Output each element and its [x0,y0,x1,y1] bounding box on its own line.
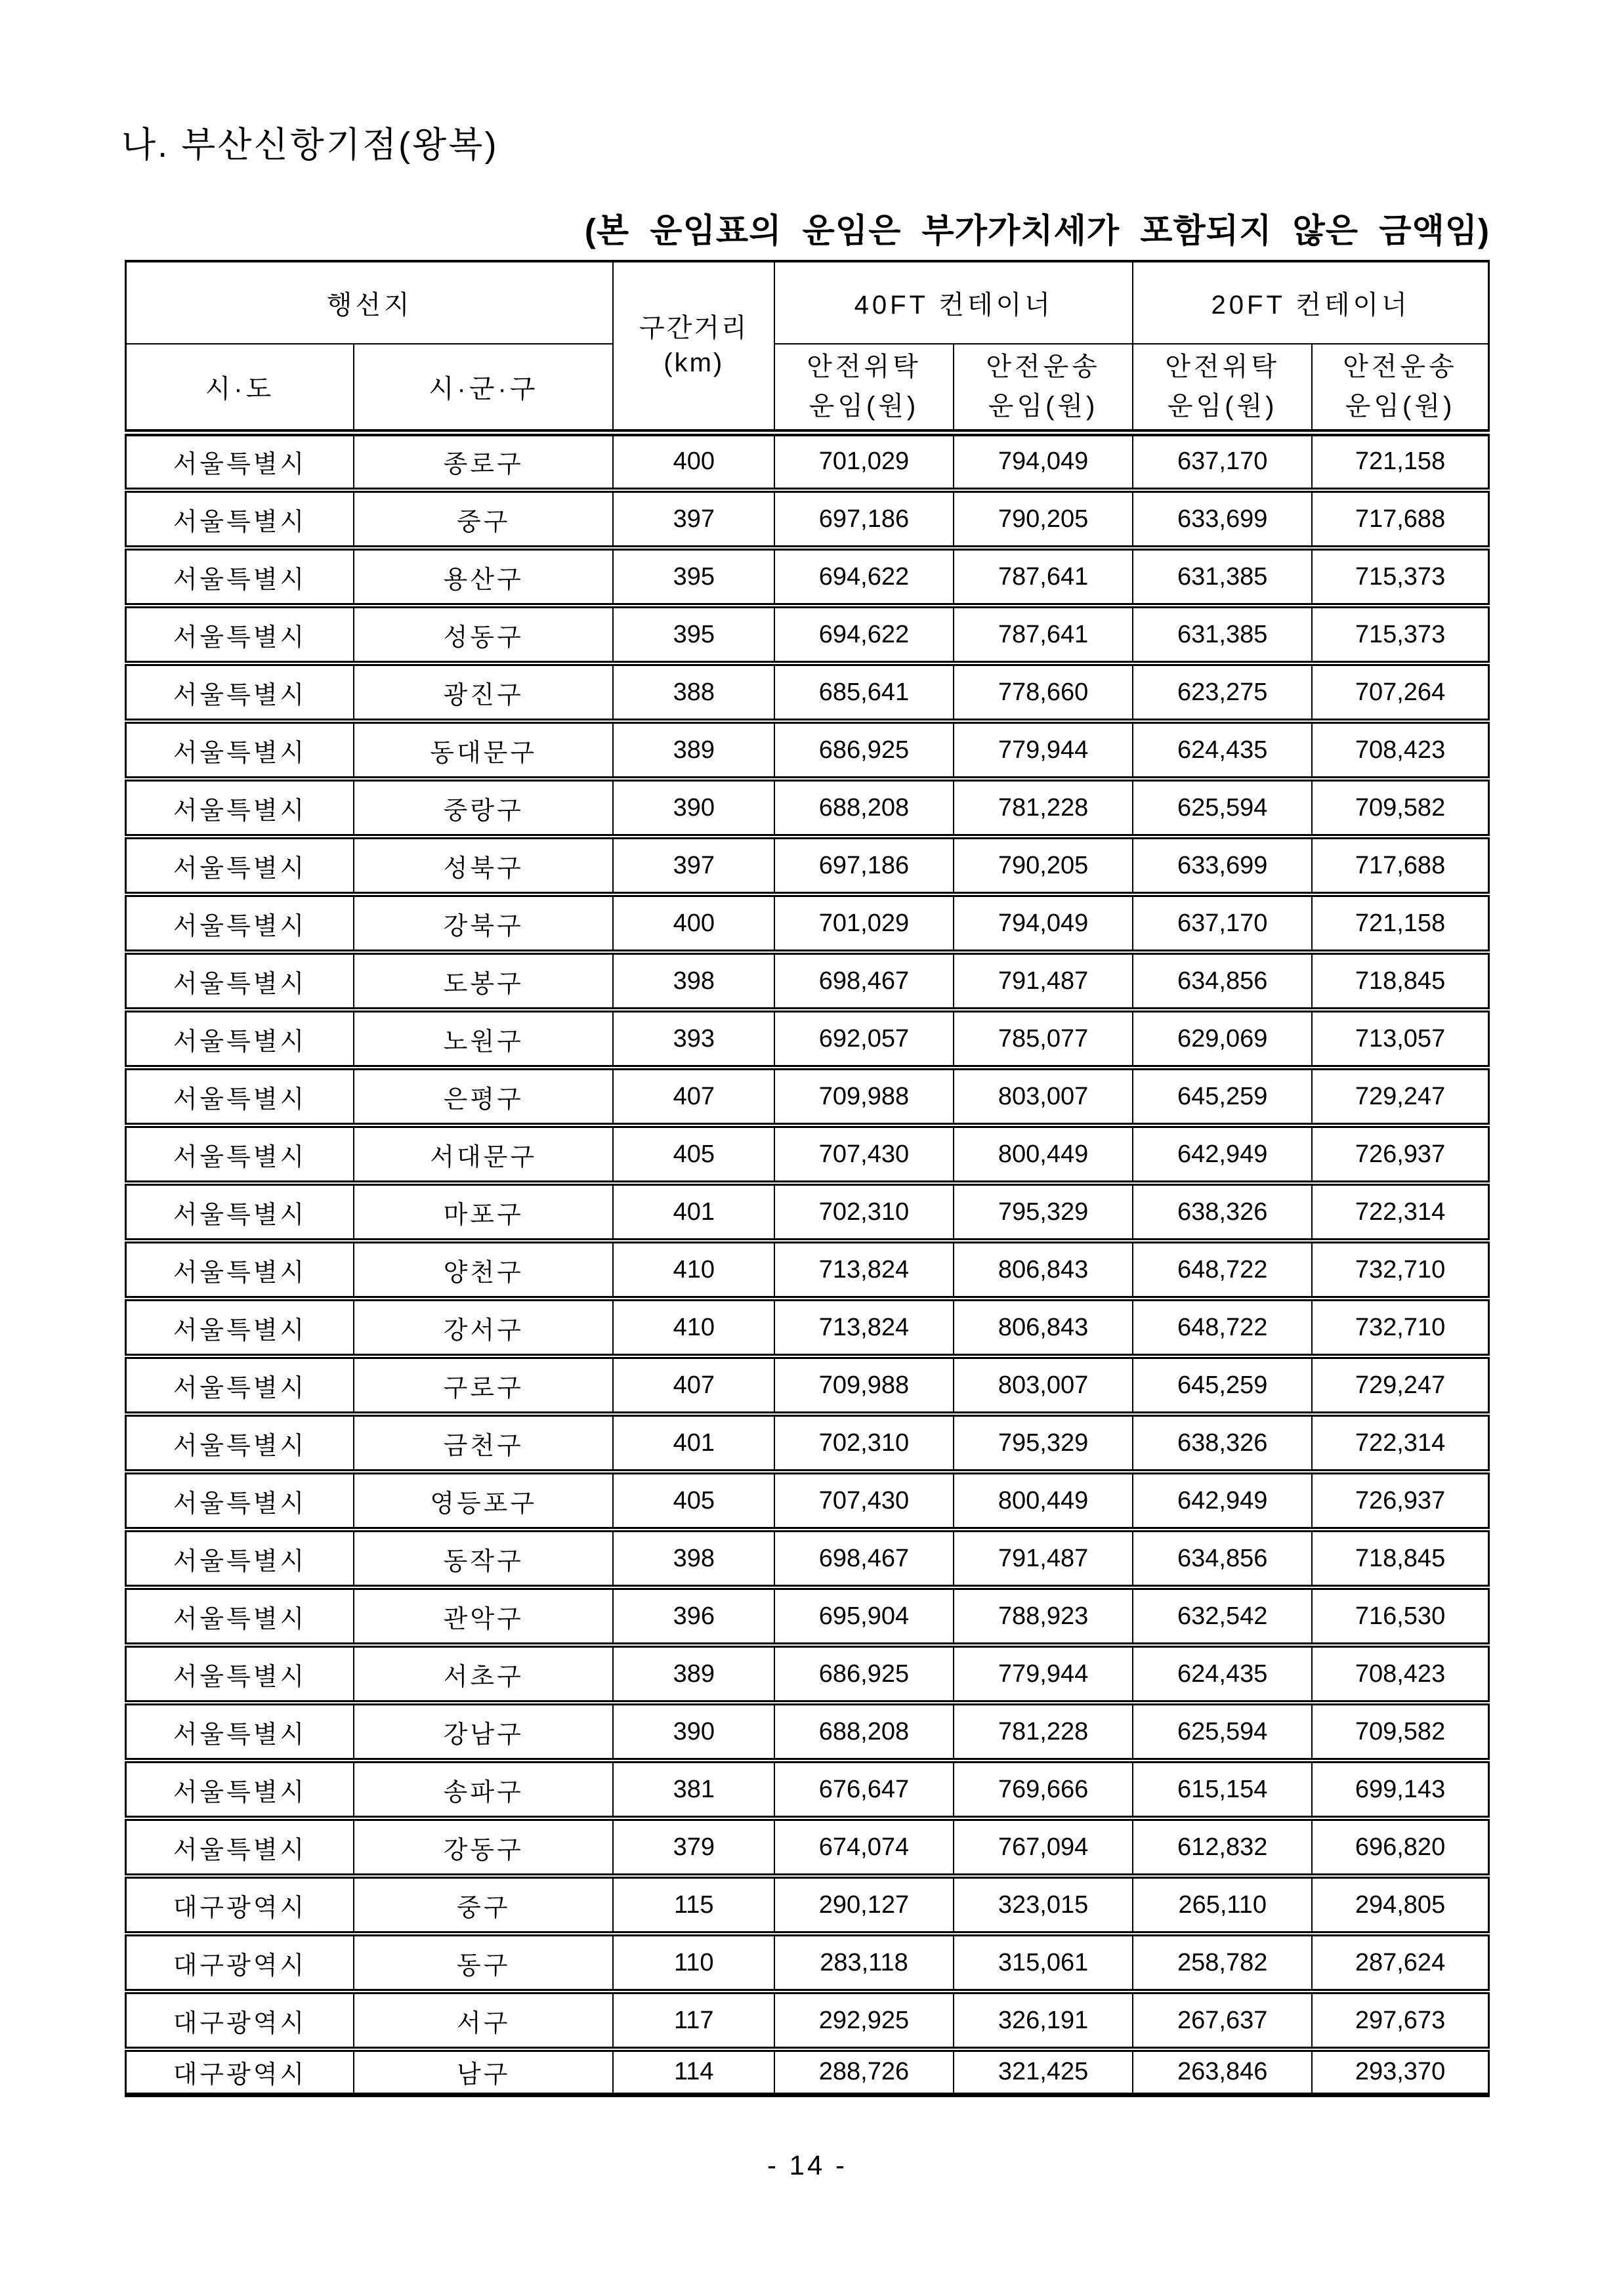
cell-sigungu: 송파구 [354,1761,613,1818]
cell-distance: 397 [613,837,774,894]
cell-sigungu: 중랑구 [354,779,613,837]
fare-table-body [126,432,1489,2095]
cell-20ft-transport-fare: 726,937 [1312,1472,1488,1530]
cell-distance: 410 [613,1241,774,1299]
cell-20ft-transport-fare: 732,710 [1312,1241,1488,1299]
table-row [126,663,1489,721]
cell-sido: 서울특별시 [126,490,354,548]
cell-distance: 379 [613,1818,774,1876]
cell-distance: 389 [613,721,774,779]
cell-20ft-consign-fare: 624,435 [1133,721,1312,779]
cell-40ft-consign-fare: 709,988 [774,1068,954,1125]
cell-20ft-consign-fare: 648,722 [1133,1299,1312,1356]
cell-20ft-consign-fare: 633,699 [1133,490,1312,548]
table-row [126,1587,1489,1645]
cell-40ft-consign-fare: 698,467 [774,1530,954,1587]
cell-40ft-transport-fare: 800,449 [954,1472,1133,1530]
cell-20ft-consign-fare: 645,259 [1133,1356,1312,1414]
header-20ft-consign-line1: 안전위탁 [1165,352,1280,382]
cell-20ft-consign-fare: 637,170 [1133,432,1312,490]
cell-40ft-consign-fare: 674,074 [774,1818,954,1876]
cell-distance: 388 [613,663,774,721]
cell-40ft-transport-fare: 794,049 [954,894,1133,952]
header-row-groups [126,261,1489,344]
cell-distance: 407 [613,1068,774,1125]
cell-sido: 서울특별시 [126,1587,354,1645]
cell-sido: 서울특별시 [126,779,354,837]
cell-20ft-transport-fare: 726,937 [1312,1125,1488,1183]
cell-40ft-consign-fare: 694,622 [774,548,954,606]
cell-40ft-consign-fare: 688,208 [774,1703,954,1761]
cell-sigungu: 관악구 [354,1587,613,1645]
cell-sido: 서울특별시 [126,1818,354,1876]
cell-sido: 서울특별시 [126,1241,354,1299]
cell-40ft-transport-fare: 791,487 [954,952,1133,1010]
cell-20ft-transport-fare: 297,673 [1312,1992,1488,2049]
cell-distance: 390 [613,779,774,837]
cell-20ft-transport-fare: 709,582 [1312,1703,1488,1761]
table-row [126,1761,1489,1818]
cell-40ft-transport-fare: 779,944 [954,721,1133,779]
cell-20ft-consign-fare: 612,832 [1133,1818,1312,1876]
cell-40ft-consign-fare: 283,118 [774,1934,954,1992]
cell-sigungu: 종로구 [354,432,613,490]
cell-40ft-transport-fare: 791,487 [954,1530,1133,1587]
cell-sigungu: 영등포구 [354,1472,613,1530]
cell-40ft-transport-fare: 321,425 [954,2049,1133,2095]
cell-sigungu: 서초구 [354,1645,613,1703]
header-sido: 시·도 [126,344,354,432]
cell-sigungu: 동대문구 [354,721,613,779]
cell-20ft-consign-fare: 623,275 [1133,663,1312,721]
header-20ft-transport-fare [1312,344,1488,432]
cell-distance: 395 [613,548,774,606]
table-row [126,1818,1489,1876]
cell-40ft-transport-fare: 795,329 [954,1414,1133,1472]
header-destination: 행선지 [126,261,614,344]
table-row [126,1125,1489,1183]
header-20ft-consign-line2: 운임(원) [1167,392,1278,421]
table-row [126,1934,1489,1992]
table-row [126,1299,1489,1356]
cell-20ft-consign-fare: 642,949 [1133,1125,1312,1183]
cell-sido: 서울특별시 [126,548,354,606]
cell-sigungu: 동구 [354,1934,613,1992]
fare-table [125,260,1490,2097]
cell-20ft-transport-fare: 718,845 [1312,1530,1488,1587]
table-row [126,2049,1489,2095]
header-distance-line2: (km) [663,348,725,377]
cell-40ft-transport-fare: 803,007 [954,1356,1133,1414]
cell-sigungu: 성북구 [354,837,613,894]
cell-distance: 390 [613,1703,774,1761]
cell-20ft-transport-fare: 716,530 [1312,1587,1488,1645]
cell-sido: 서울특별시 [126,1530,354,1587]
cell-distance: 405 [613,1472,774,1530]
cell-40ft-consign-fare: 697,186 [774,490,954,548]
cell-sido: 서울특별시 [126,432,354,490]
cell-20ft-consign-fare: 634,856 [1133,952,1312,1010]
cell-40ft-consign-fare: 697,186 [774,837,954,894]
cell-40ft-transport-fare: 787,641 [954,548,1133,606]
cell-distance: 398 [613,952,774,1010]
table-row [126,1876,1489,1934]
cell-20ft-consign-fare: 629,069 [1133,1010,1312,1068]
cell-sido: 대구광역시 [126,1876,354,1934]
cell-distance: 401 [613,1414,774,1472]
cell-40ft-consign-fare: 702,310 [774,1414,954,1472]
cell-sigungu: 강남구 [354,1703,613,1761]
cell-20ft-consign-fare: 631,385 [1133,548,1312,606]
cell-40ft-consign-fare: 288,726 [774,2049,954,2095]
cell-20ft-transport-fare: 729,247 [1312,1068,1488,1125]
cell-20ft-transport-fare: 707,264 [1312,663,1488,721]
cell-sido: 서울특별시 [126,1183,354,1241]
fare-table-header [126,261,1489,432]
cell-sido: 대구광역시 [126,1934,354,1992]
cell-40ft-transport-fare: 800,449 [954,1125,1133,1183]
cell-20ft-consign-fare: 625,594 [1133,1703,1312,1761]
header-40ft-transport-line2: 운임(원) [988,392,1099,421]
table-row [126,1530,1489,1587]
cell-20ft-transport-fare: 718,845 [1312,952,1488,1010]
cell-40ft-transport-fare: 806,843 [954,1299,1133,1356]
cell-sigungu: 광진구 [354,663,613,721]
cell-distance: 110 [613,1934,774,1992]
cell-40ft-consign-fare: 686,925 [774,721,954,779]
page-title: 나. 부산신항기점(왕복) [121,125,499,165]
cell-40ft-consign-fare: 694,622 [774,606,954,663]
table-row [126,952,1489,1010]
cell-40ft-consign-fare: 707,430 [774,1125,954,1183]
cell-40ft-transport-fare: 781,228 [954,779,1133,837]
cell-20ft-consign-fare: 638,326 [1133,1414,1312,1472]
header-40ft-consign-line2: 운임(원) [809,392,919,421]
cell-sigungu: 성동구 [354,606,613,663]
table-row [126,1010,1489,1068]
cell-40ft-consign-fare: 290,127 [774,1876,954,1934]
cell-distance: 393 [613,1010,774,1068]
header-20ft-consign-fare [1133,344,1312,432]
cell-40ft-transport-fare: 785,077 [954,1010,1133,1068]
header-distance-line1: 구간거리 [639,313,749,343]
cell-distance: 396 [613,1587,774,1645]
cell-40ft-transport-fare: 767,094 [954,1818,1133,1876]
cell-sido: 서울특별시 [126,606,354,663]
cell-20ft-transport-fare: 715,373 [1312,606,1488,663]
cell-20ft-consign-fare: 637,170 [1133,894,1312,952]
header-40ft-transport-fare [954,344,1133,432]
cell-distance: 400 [613,894,774,952]
cell-sido: 서울특별시 [126,1068,354,1125]
cell-distance: 117 [613,1992,774,2049]
cell-40ft-transport-fare: 790,205 [954,490,1133,548]
cell-20ft-transport-fare: 713,057 [1312,1010,1488,1068]
cell-sigungu: 노원구 [354,1010,613,1068]
cell-40ft-consign-fare: 713,824 [774,1299,954,1356]
cell-40ft-consign-fare: 676,647 [774,1761,954,1818]
header-40ft-transport-line1: 안전운송 [986,352,1101,382]
table-row [126,1183,1489,1241]
cell-40ft-transport-fare: 778,660 [954,663,1133,721]
cell-sido: 대구광역시 [126,1992,354,2049]
cell-40ft-consign-fare: 698,467 [774,952,954,1010]
page-number: - 14 - [767,2150,848,2181]
cell-distance: 401 [613,1183,774,1241]
cell-distance: 407 [613,1356,774,1414]
cell-20ft-consign-fare: 265,110 [1133,1876,1312,1934]
cell-sido: 서울특별시 [126,1645,354,1703]
cell-40ft-transport-fare: 788,923 [954,1587,1133,1645]
table-row [126,1703,1489,1761]
cell-20ft-transport-fare: 732,710 [1312,1299,1488,1356]
header-20ft-container: 20FT 컨테이너 [1133,261,1488,344]
cell-sido: 서울특별시 [126,1414,354,1472]
cell-20ft-transport-fare: 699,143 [1312,1761,1488,1818]
cell-40ft-transport-fare: 795,329 [954,1183,1133,1241]
cell-40ft-consign-fare: 707,430 [774,1472,954,1530]
cell-20ft-consign-fare: 648,722 [1133,1241,1312,1299]
cell-distance: 405 [613,1125,774,1183]
table-row [126,1356,1489,1414]
cell-distance: 397 [613,490,774,548]
cell-20ft-consign-fare: 632,542 [1133,1587,1312,1645]
cell-sigungu: 서대문구 [354,1125,613,1183]
cell-sido: 서울특별시 [126,837,354,894]
table-row [126,1472,1489,1530]
cell-40ft-consign-fare: 701,029 [774,894,954,952]
cell-40ft-transport-fare: 769,666 [954,1761,1133,1818]
cell-sido: 서울특별시 [126,1299,354,1356]
cell-20ft-transport-fare: 287,624 [1312,1934,1488,1992]
cell-20ft-consign-fare: 634,856 [1133,1530,1312,1587]
cell-20ft-transport-fare: 708,423 [1312,721,1488,779]
cell-distance: 400 [613,432,774,490]
cell-sido: 서울특별시 [126,1356,354,1414]
cell-40ft-transport-fare: 779,944 [954,1645,1133,1703]
cell-40ft-transport-fare: 806,843 [954,1241,1133,1299]
cell-40ft-consign-fare: 685,641 [774,663,954,721]
cell-40ft-transport-fare: 326,191 [954,1992,1133,2049]
cell-20ft-transport-fare: 293,370 [1312,2049,1488,2095]
table-row [126,1414,1489,1472]
cell-sido: 서울특별시 [126,1761,354,1818]
cell-sigungu: 강북구 [354,894,613,952]
header-40ft-container: 40FT 컨테이너 [774,261,1133,344]
cell-sigungu: 중구 [354,490,613,548]
cell-sido: 서울특별시 [126,1010,354,1068]
cell-20ft-consign-fare: 624,435 [1133,1645,1312,1703]
cell-sido: 서울특별시 [126,894,354,952]
cell-20ft-transport-fare: 721,158 [1312,894,1488,952]
table-row [126,490,1489,548]
cell-20ft-transport-fare: 722,314 [1312,1414,1488,1472]
cell-distance: 395 [613,606,774,663]
table-row [126,1645,1489,1703]
cell-20ft-transport-fare: 721,158 [1312,432,1488,490]
vat-note: (본 운임표의 운임은 부가가치세가 포함되지 않은 금액임) [584,212,1490,249]
cell-sigungu: 동작구 [354,1530,613,1587]
cell-20ft-transport-fare: 717,688 [1312,490,1488,548]
cell-sido: 서울특별시 [126,663,354,721]
table-row [126,606,1489,663]
header-20ft-transport-line1: 안전운송 [1343,352,1458,382]
cell-sido: 서울특별시 [126,1472,354,1530]
cell-distance: 114 [613,2049,774,2095]
cell-distance: 115 [613,1876,774,1934]
cell-sigungu: 중구 [354,1876,613,1934]
cell-40ft-consign-fare: 292,925 [774,1992,954,2049]
table-row [126,1241,1489,1299]
table-row [126,779,1489,837]
header-40ft-consign-fare [774,344,954,432]
cell-sido: 서울특별시 [126,721,354,779]
cell-40ft-transport-fare: 781,228 [954,1703,1133,1761]
cell-40ft-consign-fare: 686,925 [774,1645,954,1703]
cell-sigungu: 은평구 [354,1068,613,1125]
cell-20ft-transport-fare: 696,820 [1312,1818,1488,1876]
cell-40ft-consign-fare: 702,310 [774,1183,954,1241]
table-row [126,548,1489,606]
cell-distance: 389 [613,1645,774,1703]
cell-sigungu: 강서구 [354,1299,613,1356]
header-20ft-transport-line2: 운임(원) [1345,392,1456,421]
cell-20ft-transport-fare: 717,688 [1312,837,1488,894]
cell-sigungu: 용산구 [354,548,613,606]
cell-40ft-consign-fare: 695,904 [774,1587,954,1645]
header-sigungu: 시·군·구 [354,344,613,432]
cell-sigungu: 도봉구 [354,952,613,1010]
cell-20ft-consign-fare: 631,385 [1133,606,1312,663]
table-row [126,894,1489,952]
cell-sigungu: 양천구 [354,1241,613,1299]
cell-20ft-consign-fare: 642,949 [1133,1472,1312,1530]
cell-distance: 381 [613,1761,774,1818]
cell-sigungu: 마포구 [354,1183,613,1241]
cell-distance: 410 [613,1299,774,1356]
cell-sido: 서울특별시 [126,1703,354,1761]
cell-40ft-consign-fare: 713,824 [774,1241,954,1299]
cell-20ft-consign-fare: 615,154 [1133,1761,1312,1818]
table-row [126,1992,1489,2049]
cell-sido: 서울특별시 [126,952,354,1010]
cell-20ft-consign-fare: 267,637 [1133,1992,1312,2049]
header-40ft-consign-line1: 안전위탁 [807,352,921,382]
cell-40ft-consign-fare: 709,988 [774,1356,954,1414]
cell-20ft-transport-fare: 708,423 [1312,1645,1488,1703]
cell-sigungu: 구로구 [354,1356,613,1414]
cell-40ft-transport-fare: 803,007 [954,1068,1133,1125]
table-row [126,1068,1489,1125]
cell-40ft-transport-fare: 787,641 [954,606,1133,663]
cell-20ft-transport-fare: 729,247 [1312,1356,1488,1414]
cell-40ft-transport-fare: 323,015 [954,1876,1133,1934]
cell-40ft-transport-fare: 790,205 [954,837,1133,894]
cell-20ft-consign-fare: 645,259 [1133,1068,1312,1125]
cell-sido: 대구광역시 [126,2049,354,2095]
cell-20ft-transport-fare: 294,805 [1312,1876,1488,1934]
table-row [126,721,1489,779]
cell-20ft-consign-fare: 258,782 [1133,1934,1312,1992]
cell-20ft-consign-fare: 633,699 [1133,837,1312,894]
cell-sigungu: 금천구 [354,1414,613,1472]
header-row-columns [126,344,1489,432]
cell-20ft-transport-fare: 709,582 [1312,779,1488,837]
cell-sigungu: 강동구 [354,1818,613,1876]
cell-40ft-transport-fare: 315,061 [954,1934,1133,1992]
cell-sigungu: 서구 [354,1992,613,2049]
cell-40ft-consign-fare: 701,029 [774,432,954,490]
cell-distance: 398 [613,1530,774,1587]
cell-40ft-consign-fare: 688,208 [774,779,954,837]
cell-20ft-consign-fare: 263,846 [1133,2049,1312,2095]
table-row [126,432,1489,490]
table-row [126,837,1489,894]
cell-20ft-transport-fare: 722,314 [1312,1183,1488,1241]
cell-20ft-transport-fare: 715,373 [1312,548,1488,606]
cell-20ft-consign-fare: 625,594 [1133,779,1312,837]
cell-sido: 서울특별시 [126,1125,354,1183]
cell-20ft-consign-fare: 638,326 [1133,1183,1312,1241]
cell-40ft-transport-fare: 794,049 [954,432,1133,490]
header-distance [613,261,774,432]
cell-40ft-consign-fare: 692,057 [774,1010,954,1068]
cell-sigungu: 남구 [354,2049,613,2095]
